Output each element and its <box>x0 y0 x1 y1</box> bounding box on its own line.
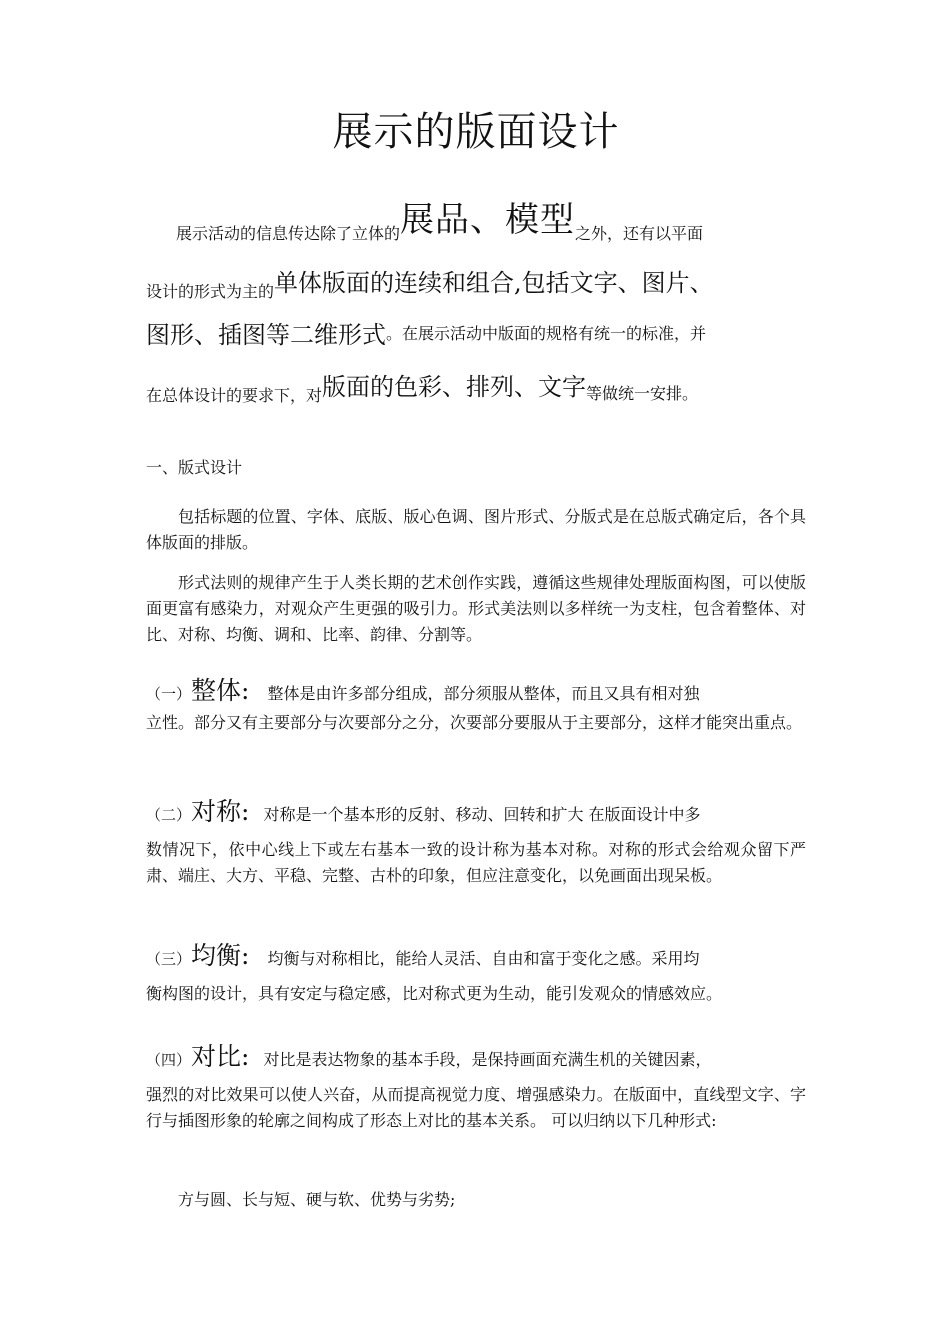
intro-text: 展示活动的信息传达除了立体的 <box>176 224 401 243</box>
item-body-text: 立性。部分又有主要部分与次要部分之分，次要部分要服从于主要部分，这样才能突出重点。 <box>146 713 803 732</box>
intro-line-1 <box>146 200 806 266</box>
intro-emphasis: 展品、模型 <box>400 200 576 240</box>
principle-item-whole <box>146 676 806 736</box>
intro-paragraph <box>146 200 806 410</box>
intro-line-4 <box>146 370 806 410</box>
page-title: 展示的版面设计 <box>332 109 620 155</box>
intro-text: 之外，还有以平面 <box>575 224 704 243</box>
item-body-text: 衡构图的设计，具有安定与稳定感，比对称式更为生动，能引发观众的情感效应。 <box>146 984 723 1003</box>
intro-text: 。在展示活动中版面的规格有统一的标准，并 <box>386 324 707 343</box>
intro-emphasis: 版面的色彩、排列、文字 <box>322 373 587 401</box>
item-body-text: 数情况下，依中心线上下或左右基本一致的设计称为基本对称。对称的形式会给观众留下严肃、端庄、大方、平稳、完整、古朴的印象，但应注意变化，以免画面出现呆板。 <box>146 840 806 885</box>
principle-first-line <box>146 941 806 981</box>
intro-emphasis: 图形、插图等二维形式 <box>146 321 386 349</box>
principle-item-symmetry <box>146 797 806 889</box>
item-term: 对比: <box>191 1042 250 1071</box>
item-marker: （二） <box>146 806 192 824</box>
item-marker: （四） <box>146 1051 192 1069</box>
item-marker: （一） <box>146 685 192 703</box>
item-term: 均衡: <box>191 941 250 970</box>
principle-first-line <box>146 676 806 710</box>
principle-first-line <box>146 1042 806 1082</box>
item-first-text: 对称是一个基本形的反射、移动、回转和扩大 在版面设计中多 <box>263 805 701 824</box>
item-first-text: 均衡与对称相比，能给人灵活、自由和富于变化之感。采用均 <box>267 949 700 968</box>
intro-line-2 <box>146 266 806 318</box>
paragraph-layout: 包括标题的位置、字体、底版、版心色调、图片形式、分版式是在总版式确定后，各个具体版面的排版。 <box>146 507 806 552</box>
paragraph-formal-rules: 形式法则的规律产生于人类长期的艺术创作实践，遵循这些规律处理版面构图，可以使版面更富有感染力，对观众产生更强的吸引力。形式美法则以多样统一为支柱，包含着整体、对比、对称、均衡、调和、比率、韵律、分割等。 <box>146 573 806 644</box>
item-term: 对称: <box>191 797 250 826</box>
item-first-text: 整体是由许多部分组成，部分须服从整体，而且又具有相对独 <box>267 684 700 703</box>
contrast-forms-line: 方与圆、长与短、硬与软、优势与劣势; <box>178 1190 456 1209</box>
item-body-text: 强烈的对比效果可以使人兴奋，从而提高视觉力度、增强感染力。在版面中，直线型文字、字行与插图形象的轮廓之间构成了形态上对比的基本关系。 可以归纳以下几种形式: <box>146 1085 806 1130</box>
item-marker: （三） <box>146 950 192 968</box>
intro-text: 等做统一安排。 <box>586 384 699 403</box>
principle-item-contrast <box>146 1042 806 1134</box>
intro-text: 设计的形式为主的 <box>146 282 275 301</box>
item-term: 整体: <box>191 676 250 705</box>
principle-first-line <box>146 797 806 837</box>
item-first-text: 对比是表达物象的基本手段，是保持画面充满生机的关键因素， <box>263 1050 712 1069</box>
intro-emphasis: 单体版面的连续和组合,包括文字、图片、 <box>274 269 714 297</box>
intro-line-3 <box>146 318 806 370</box>
intro-text: 在总体设计的要求下，对 <box>146 386 323 405</box>
section-heading: 一、版式设计 <box>146 458 243 477</box>
principle-item-balance <box>146 941 806 1007</box>
